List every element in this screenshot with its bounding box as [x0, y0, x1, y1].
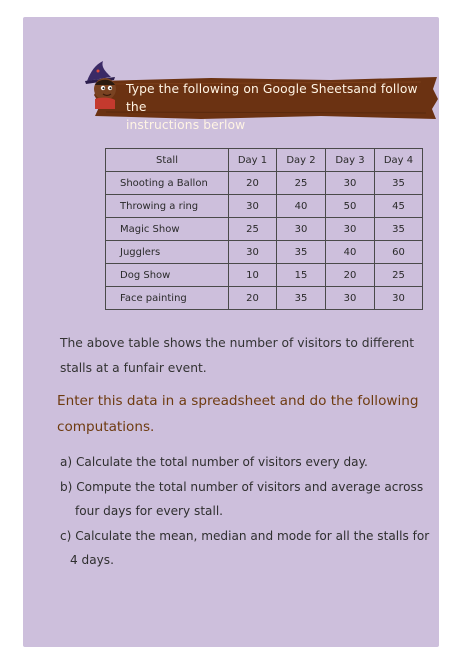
table-cell: 25 — [375, 264, 423, 287]
question-b — [60, 475, 430, 524]
question-list — [60, 450, 430, 573]
table-cell: 35 — [375, 218, 423, 241]
table-cell: 40 — [277, 195, 326, 218]
table-cell: 30 — [229, 195, 277, 218]
table-row — [106, 241, 423, 264]
table-cell: 60 — [375, 241, 423, 264]
intro-line-1: The above table shows the number of visitors to different — [60, 336, 415, 350]
table-cell: 30 — [326, 287, 375, 310]
question-a: a) Calculate the total number of visitors every day. — [60, 455, 368, 469]
table-cell: 25 — [229, 218, 277, 241]
stall-name: Shooting a Ballon — [106, 172, 229, 195]
instruction-line-1: Enter this data in a spreadsheet and do the following — [57, 393, 419, 409]
visitors-table — [105, 148, 423, 310]
table-cell: 35 — [375, 172, 423, 195]
table-cell: 30 — [375, 287, 423, 310]
table-row — [106, 172, 423, 195]
question-c-line-1: c) Calculate the mean, median and mode for all the stalls for — [60, 528, 430, 543]
question-b-line-1: b) Compute the total number of visitors and average across — [60, 479, 424, 494]
intro-paragraph — [60, 331, 420, 381]
table-cell: 30 — [277, 218, 326, 241]
question-c-line-2: 4 days. — [70, 553, 114, 567]
instruction-banner — [91, 75, 439, 132]
stall-name: Throwing a ring — [106, 195, 229, 218]
table-cell: 30 — [326, 172, 375, 195]
table-cell: 30 — [229, 241, 277, 264]
worksheet-page — [23, 17, 439, 647]
banner-line-1: Type the following on Google Sheetsand follow the — [126, 82, 418, 114]
table-cell: 30 — [326, 218, 375, 241]
instruction-line-2: computations. — [57, 419, 155, 435]
question-c — [60, 524, 430, 573]
question-b-line-2: four days for every stall. — [75, 504, 224, 518]
table-cell: 20 — [229, 287, 277, 310]
stall-name: Face painting — [106, 287, 229, 310]
table-row — [106, 287, 423, 310]
table-cell: 45 — [375, 195, 423, 218]
column-header-day-3: Day 3 — [326, 149, 375, 172]
intro-line-2: stalls at a funfair event. — [60, 361, 207, 375]
table-cell: 25 — [277, 172, 326, 195]
table-cell: 40 — [326, 241, 375, 264]
banner-line-2: instructions berlow — [126, 118, 246, 132]
table-cell: 10 — [229, 264, 277, 287]
column-header-day-4: Day 4 — [375, 149, 423, 172]
table-row — [106, 218, 423, 241]
table-cell: 35 — [277, 287, 326, 310]
column-header-day-2: Day 2 — [277, 149, 326, 172]
stall-name: Jugglers — [106, 241, 229, 264]
table-row — [106, 264, 423, 287]
table-cell: 15 — [277, 264, 326, 287]
table-row — [106, 195, 423, 218]
instruction-heading — [57, 388, 427, 440]
column-header-stall: Stall — [106, 149, 229, 172]
wizard-mascot-icon — [81, 59, 125, 109]
table-cell: 35 — [277, 241, 326, 264]
table-header-row — [106, 149, 423, 172]
column-header-day-1: Day 1 — [229, 149, 277, 172]
table-cell: 20 — [326, 264, 375, 287]
table-cell: 50 — [326, 195, 375, 218]
table-cell: 20 — [229, 172, 277, 195]
stall-name: Magic Show — [106, 218, 229, 241]
stall-name: Dog Show — [106, 264, 229, 287]
